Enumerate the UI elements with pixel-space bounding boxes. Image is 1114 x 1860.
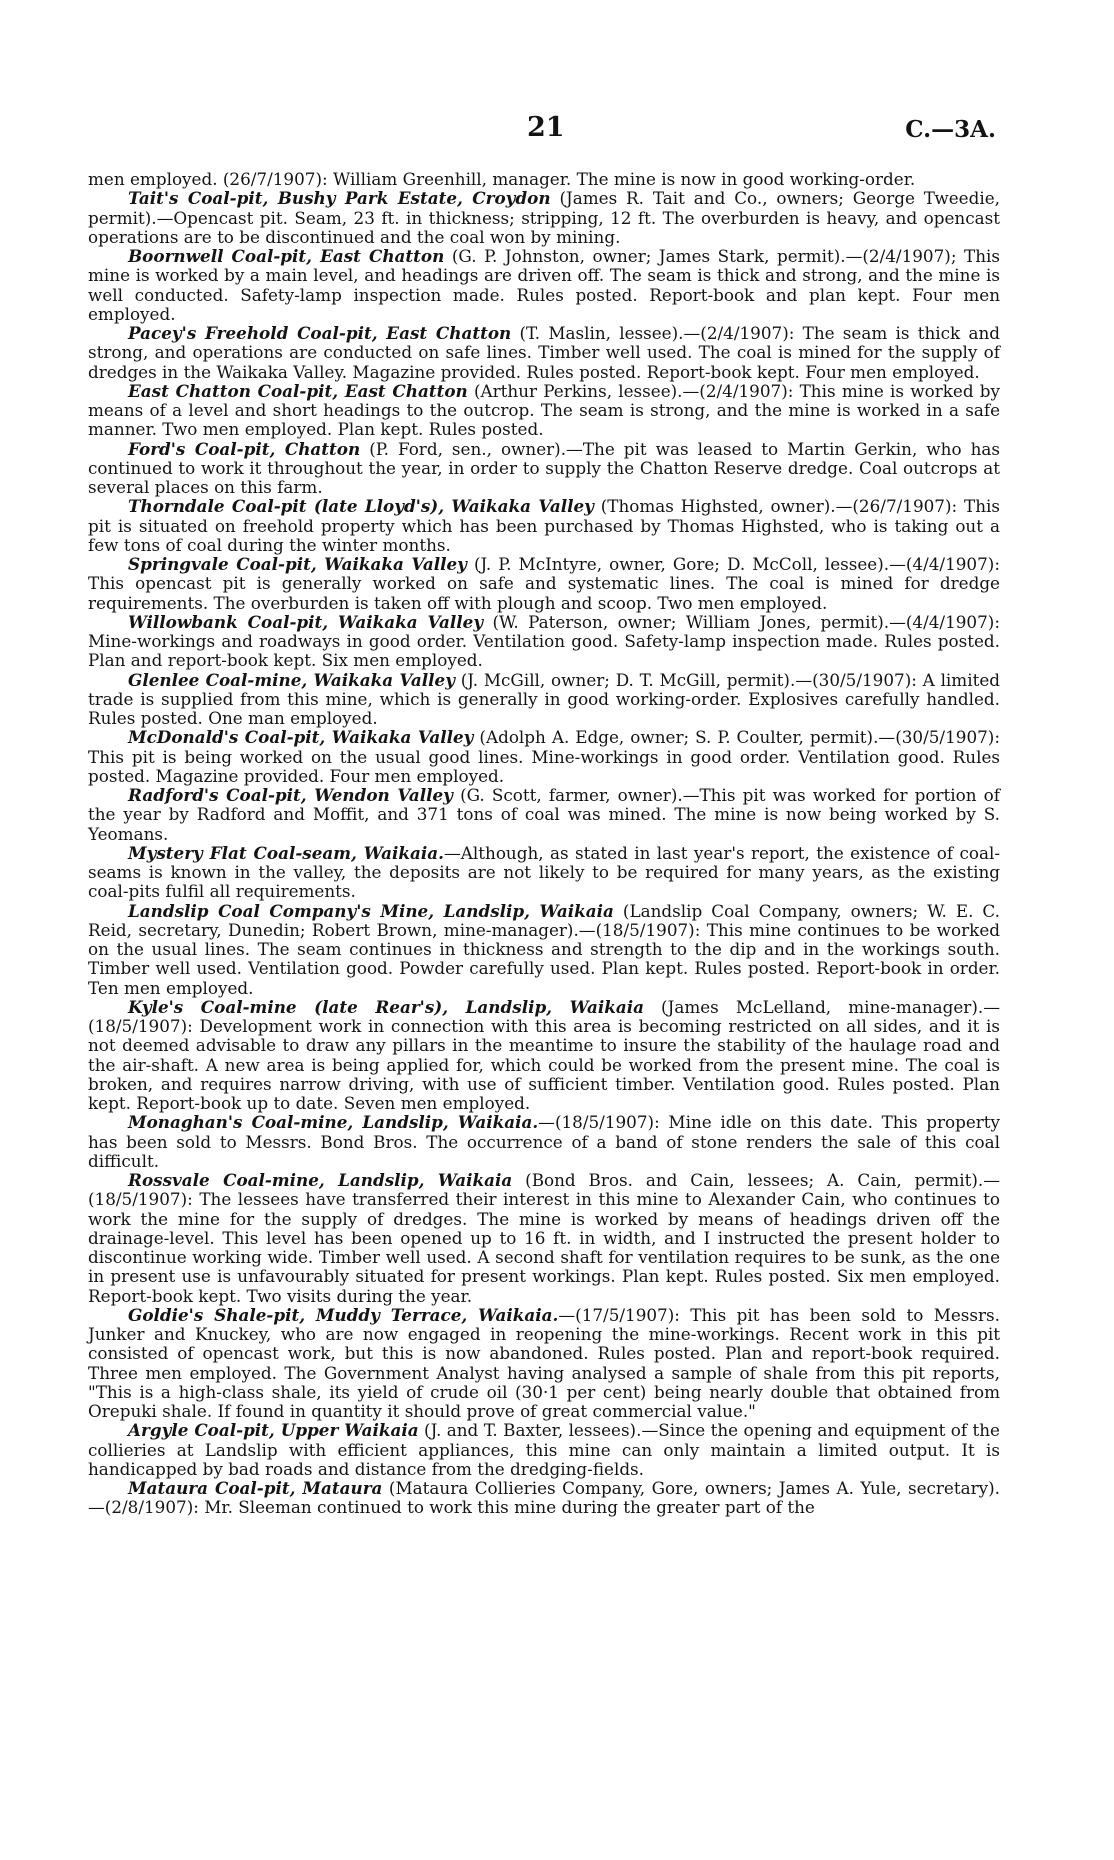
paragraph-text: (J. P. McIntyre, owner, Gore; D. McColl, lessee).—(4/4/1907): This opencast pit is generally worked on safe and systematic lines. The coal is mined for dredge requirements. The overburden is taken off with plough and scoop. Two men employed.	[88, 554, 1000, 613]
paragraph-text: (Arthur Perkins, lessee).—(2/4/1907): This mine is worked by means of a level and short headings to the outcrop. The seam is strong, and the mine is worked in a safe manner. Two men employed. Plan kept. Rules posted.	[88, 380, 1001, 440]
paragraph	[88, 671, 1000, 729]
paragraph	[88, 728, 1000, 786]
paragraph	[88, 555, 1000, 613]
paragraph-text: (James McLelland, mine-manager).—(18/5/1907): Development work in connection with this area is becoming restricted on all sides, and it is not deemed advisable to draw any pillars in the meantime to insure the stability of the haulage road and the air-shaft. A new area is being applied for, which could be worked from the present mine. The coal is broken, and requires narrow driving, with use of sufficient timber. Ventilation good. Rules posted. Plan kept. Report-book up to date. Seven men employed.	[88, 996, 1000, 1113]
paragraph-title: Springvale Coal-pit, Waikaka Valley	[128, 554, 467, 574]
paragraph-text: (James R. Tait and Co., owners; George Tweedie, permit).—Opencast pit. Seam, 23 ft. in thickness; stripping, 12 ft. The overburden is heavy, and opencast operations are to be discontinued and the coal won by mining.	[88, 188, 1000, 247]
paragraph	[88, 497, 1000, 555]
paragraph-title: Ford's Coal-pit, Chatton	[128, 438, 361, 459]
paragraph-title: Mataura Coal-pit, Mataura	[128, 1478, 383, 1498]
paragraph-text: (Adolph A. Edge, owner; S. P. Coulter, permit).—(30/5/1907): This pit is being worked on the usual good lines. Mine-workings in good order. Ventilation good. Rules posted. Magazine provided. Four men employed.	[88, 727, 1000, 786]
paragraph	[88, 998, 1000, 1114]
paragraph-title: Willowbank Coal-pit, Waikaka Valley	[128, 611, 484, 632]
paragraph	[88, 170, 1000, 189]
paragraph	[88, 382, 1000, 440]
paragraph-text: —Although, as stated in last year's report, the existence of coal-seams is known in the valley, the deposits are not likely to be required for many years, as the existing coal-pits fulfil all requirements.	[88, 842, 1000, 902]
paragraph-title: Goldie's Shale-pit, Muddy Terrace, Waikaia.	[128, 1304, 559, 1325]
paragraph-text: —(17/5/1907): This pit has been sold to Messrs. Junker and Knuckey, who are now engaged in reopening the mine-workings. Recent work in this pit consisted of opencast work, but this is now abandoned. Rules posted. Plan and report-book required. Three men employed. The Government Analyst having analysed a sample of shale from this pit reports, "This is a high-class shale, its yield of crude oil (30·1 per cent) being nearly double that obtained from Orepuki shale. If found in quantity it should prove of great commercial value."	[88, 1304, 1000, 1421]
paragraph	[88, 613, 1000, 671]
paragraph-title: Tait's Coal-pit, Bushy Park Estate, Croydon	[128, 188, 551, 209]
paragraph-text: (P. Ford, sen., owner).—The pit was leased to Martin Gerkin, who has continued to work it throughout the year, in order to supply the Chatton Reserve dredge. Coal outcrops at several places on this farm.	[88, 438, 1000, 497]
paragraph-text: —(18/5/1907): Mine idle on this date. This property has been sold to Messrs. Bond Bros. The occurrence of a band of stone renders the sale of this coal difficult.	[88, 1112, 1000, 1171]
page-number: 21	[527, 112, 565, 143]
paragraph-text: (Landslip Coal Company, owners; W. E. C. Reid, secretary, Dunedin; Robert Brown, mine-manager).—(18/5/1907): This mine continues to be worked on the usual lines. The seam continues in thickness and strength to the dip and in the workings south. Timber well used. Ventilation good. Powder carefully used. Plan kept. Rules posted. Report-book in order. Ten men employed.	[88, 900, 1000, 998]
paragraph-title: Mystery Flat Coal-seam, Waikaia.	[128, 842, 445, 863]
paragraph-title: Landslip Coal Company's Mine, Landslip, Waikaia	[128, 900, 614, 921]
document-body	[88, 170, 1000, 1518]
paragraph-text: (G. Scott, farmer, owner).—This pit was worked for portion of the year by Radford and Moffit, and 371 tons of coal was mined. The mine is now being worked by S. Yeomans.	[88, 785, 1000, 844]
paragraph-title: Pacey's Freehold Coal-pit, East Chatton	[128, 323, 512, 343]
paragraph	[88, 1113, 1000, 1171]
paragraph	[88, 786, 1000, 844]
paragraph	[88, 1421, 1000, 1479]
paragraph-title: Kyle's Coal-mine (late Rear's), Landslip, Waikaia	[128, 996, 644, 1017]
paragraph	[88, 1306, 1000, 1422]
paragraph-text: men employed. (26/7/1907): William Greenhill, manager. The mine is now in good working-order.	[88, 169, 916, 189]
paragraph-text: (T. Maslin, lessee).—(2/4/1907): The seam is thick and strong, and operations are conducted on safe lines. Timber well used. The coal is mined for the supply of dredges in the Waikaka Valley. Magazine provided. Rules posted. Report-book kept. Four men employed.	[88, 323, 1000, 382]
paragraph-title: Rossvale Coal-mine, Landslip, Waikaia	[128, 1170, 513, 1190]
paragraph-title: Boornwell Coal-pit, East Chatton	[128, 246, 445, 266]
paragraph-text: (W. Paterson, owner; William Jones, permit).—(4/4/1907): Mine-workings and roadways in good order. Ventilation good. Safety-lamp inspection made. Rules posted. Plan and report-book kept. Six men employed.	[88, 611, 1000, 671]
paragraph	[88, 189, 1000, 247]
paragraph	[88, 440, 1000, 498]
paragraph-title: Radford's Coal-pit, Wendon Valley	[128, 785, 453, 805]
paragraph-text: (Bond Bros. and Cain, lessees; A. Cain, permit).—(18/5/1907): The lessees have transferred their interest in this mine to Alexander Cain, who continues to work the mine for the supply of dredges. The mine is worked by means of headings driven off the drainage-level. This level has been opened up to 16 ft. in width, and I instructed the present holder to discontinue working wide. Timber well used. A second shaft for ventilation requires to be sunk, as the one in present use is unfavourably situated for present workings. Plan kept. Rules posted. Six men employed. Report-book kept. Two visits during the year.	[88, 1170, 1000, 1306]
paragraph-title: Argyle Coal-pit, Upper Waikaia	[128, 1420, 419, 1441]
paragraph-title: Monaghan's Coal-mine, Landslip, Waikaia.	[128, 1112, 539, 1133]
paragraph-text: (J. McGill, owner; D. T. McGill, permit).—(30/5/1907): A limited trade is supplied from this mine, which is generally in good working-order. Explosives carefully handled. Rules posted. One man employed.	[88, 669, 1001, 728]
paragraph	[88, 247, 1000, 324]
paragraph	[88, 324, 1000, 382]
paragraph-text: (Thomas Highsted, owner).—(26/7/1907): This pit is situated on freehold property which has been purchased by Thomas Highsted, who is taking out a few tons of coal during the winter months.	[88, 496, 1000, 555]
paragraph-title: East Chatton Coal-pit, East Chatton	[128, 380, 468, 401]
document-reference: C.—3A.	[905, 116, 996, 143]
paragraph	[88, 1171, 1000, 1306]
paragraph-title: McDonald's Coal-pit, Waikaka Valley	[128, 727, 474, 748]
page-header	[0, 112, 1114, 152]
paragraph	[88, 1479, 1000, 1518]
paragraph-text: (J. and T. Baxter, lessees).—Since the opening and equipment of the collieries at Landslip with efficient appliances, this mine can only maintain a limited output. It is handicapped by bad roads and distance from the dredging-fields.	[88, 1420, 1000, 1479]
paragraph-title: Thorndale Coal-pit (late Lloyd's), Waikaka Valley	[128, 496, 594, 517]
paragraph-title: Glenlee Coal-mine, Waikaka Valley	[128, 669, 455, 690]
paragraph	[88, 902, 1000, 998]
paragraph-text: (G. P. Johnston, owner; James Stark, permit).—(2/4/1907); This mine is worked by a main level, and headings are driven off. The seam is thick and strong, and the mine is well conducted. Safety-lamp inspection made. Rules posted. Report-book and plan kept. Four men employed.	[88, 246, 1001, 324]
paragraph	[88, 844, 1000, 902]
paragraph-text: (Mataura Collieries Company, Gore, owners; James A. Yule, secretary).—(2/8/1907): Mr. Sleeman continued to work this mine during the greater part of the	[88, 1478, 1000, 1518]
